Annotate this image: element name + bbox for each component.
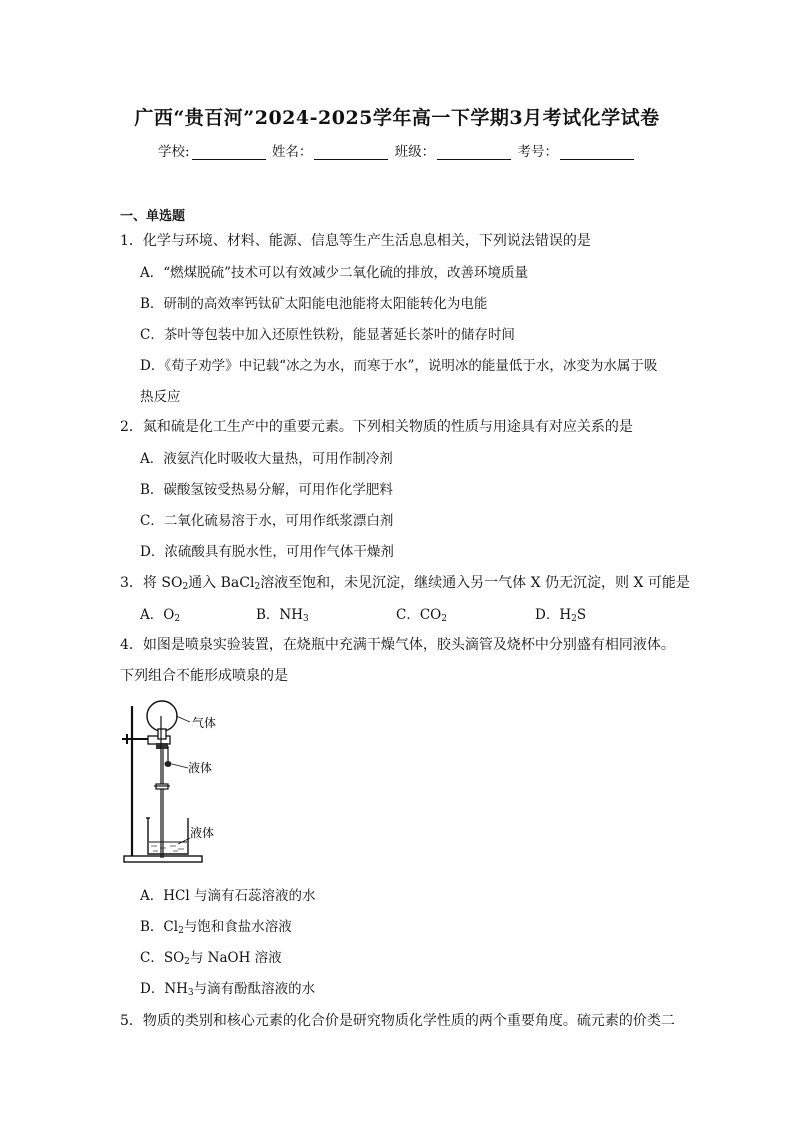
page-title: 广西“贵百河”2024-2025学年高一下学期3月考试化学试卷: [134, 107, 660, 129]
label-liquid-top: 液体: [188, 761, 213, 775]
q2-option-b: B．碳酸氢铵受热易分解，可用作化学肥料: [140, 482, 393, 498]
exam-no-label: 考号：: [517, 144, 558, 160]
q1-stem: 1．化学与环境、材料、能源、信息等生产生活息息相关，下列说法错误的是: [120, 233, 591, 249]
q3-option-c: C．$CO_2$: [396, 607, 447, 624]
school-blank[interactable]: [192, 146, 266, 160]
q2-option-d: D．浓硫酸具有脱水性，可用作气体干燥剂: [140, 544, 394, 560]
q4-option-c: C．$SO_2$与 NaOH 溶液: [140, 950, 282, 967]
label-liquid-bottom: 液体: [190, 826, 215, 840]
q2-option-a: A．液氨汽化时吸收大量热，可用作制冷剂: [140, 451, 393, 467]
q4-stem-line1: 4．如图是喷泉实验装置，在烧瓶中充满干燥气体，胶头滴管及烧杯中分别盛有相同液体。: [120, 637, 675, 653]
name-blank[interactable]: [314, 146, 388, 160]
q1-option-d-cont: 热反应: [140, 389, 181, 405]
q1-option-d: D．《荀子劝学》中记载“冰之为水，而寒于水”，说明冰的能量低于水，冰变为水属于吸: [140, 358, 658, 374]
q3-option-b: B．$NH_3$: [256, 607, 309, 624]
stopper: [156, 743, 168, 749]
section-heading: 一、单选题: [120, 209, 186, 224]
q1-option-b: B．研制的高效率钙钛矿太阳能电池能将太阳能转化为电能: [140, 296, 488, 312]
q2-stem: 2．氮和硫是化工生产中的重要元素。下列相关物质的性质与用途具有对应关系的是: [120, 419, 633, 435]
q5-stem: 5．物质的类别和核心元素的化合价是研究物质化学性质的两个重要角度。硫元素的价类二: [120, 1013, 675, 1029]
student-info-line: [0, 140, 794, 160]
class-blank[interactable]: [437, 146, 511, 160]
round-flask: [147, 701, 177, 731]
fountain-apparatus-figure: [118, 696, 228, 866]
q4-option-a: A．HCl 与滴有石蕊溶液的水: [140, 888, 316, 904]
q4-stem-line2: 下列组合不能形成喷泉的是: [120, 668, 288, 684]
q2-option-c: C．二氧化硫易溶于水，可用作纸浆漂白剂: [140, 513, 394, 529]
label-gas: 气体: [192, 716, 217, 730]
q1-option-c: C．茶叶等包装中加入还原性铁粉，能显著延长茶叶的储存时间: [140, 327, 515, 343]
q3-stem: 3．将 $SO_2$通入 BaCl$_2$溶液至饱和，未见沉淀，继续通入另一气体 X 仍无沉淀，则 X 可能是: [120, 575, 690, 592]
beaker: [148, 818, 188, 854]
q4-option-d: D．$NH_3$与滴有酚酞溶液的水: [140, 981, 316, 998]
q4-option-b: B．$Cl_2$与饱和食盐水溶液: [140, 919, 292, 936]
q3-option-d: D．$H_2S$: [535, 607, 587, 624]
q1-option-a: A．“燃煤脱硫”技术可以有效减少二氧化硫的排放，改善环境质量: [140, 265, 529, 281]
q3-options: [140, 603, 700, 623]
school-label: 学校:: [158, 144, 190, 160]
q3-option-a: A．$O_2$: [140, 607, 181, 624]
exam-no-blank[interactable]: [560, 146, 634, 160]
name-label: 姓名：: [271, 144, 313, 160]
class-label: 班级：: [394, 144, 436, 160]
